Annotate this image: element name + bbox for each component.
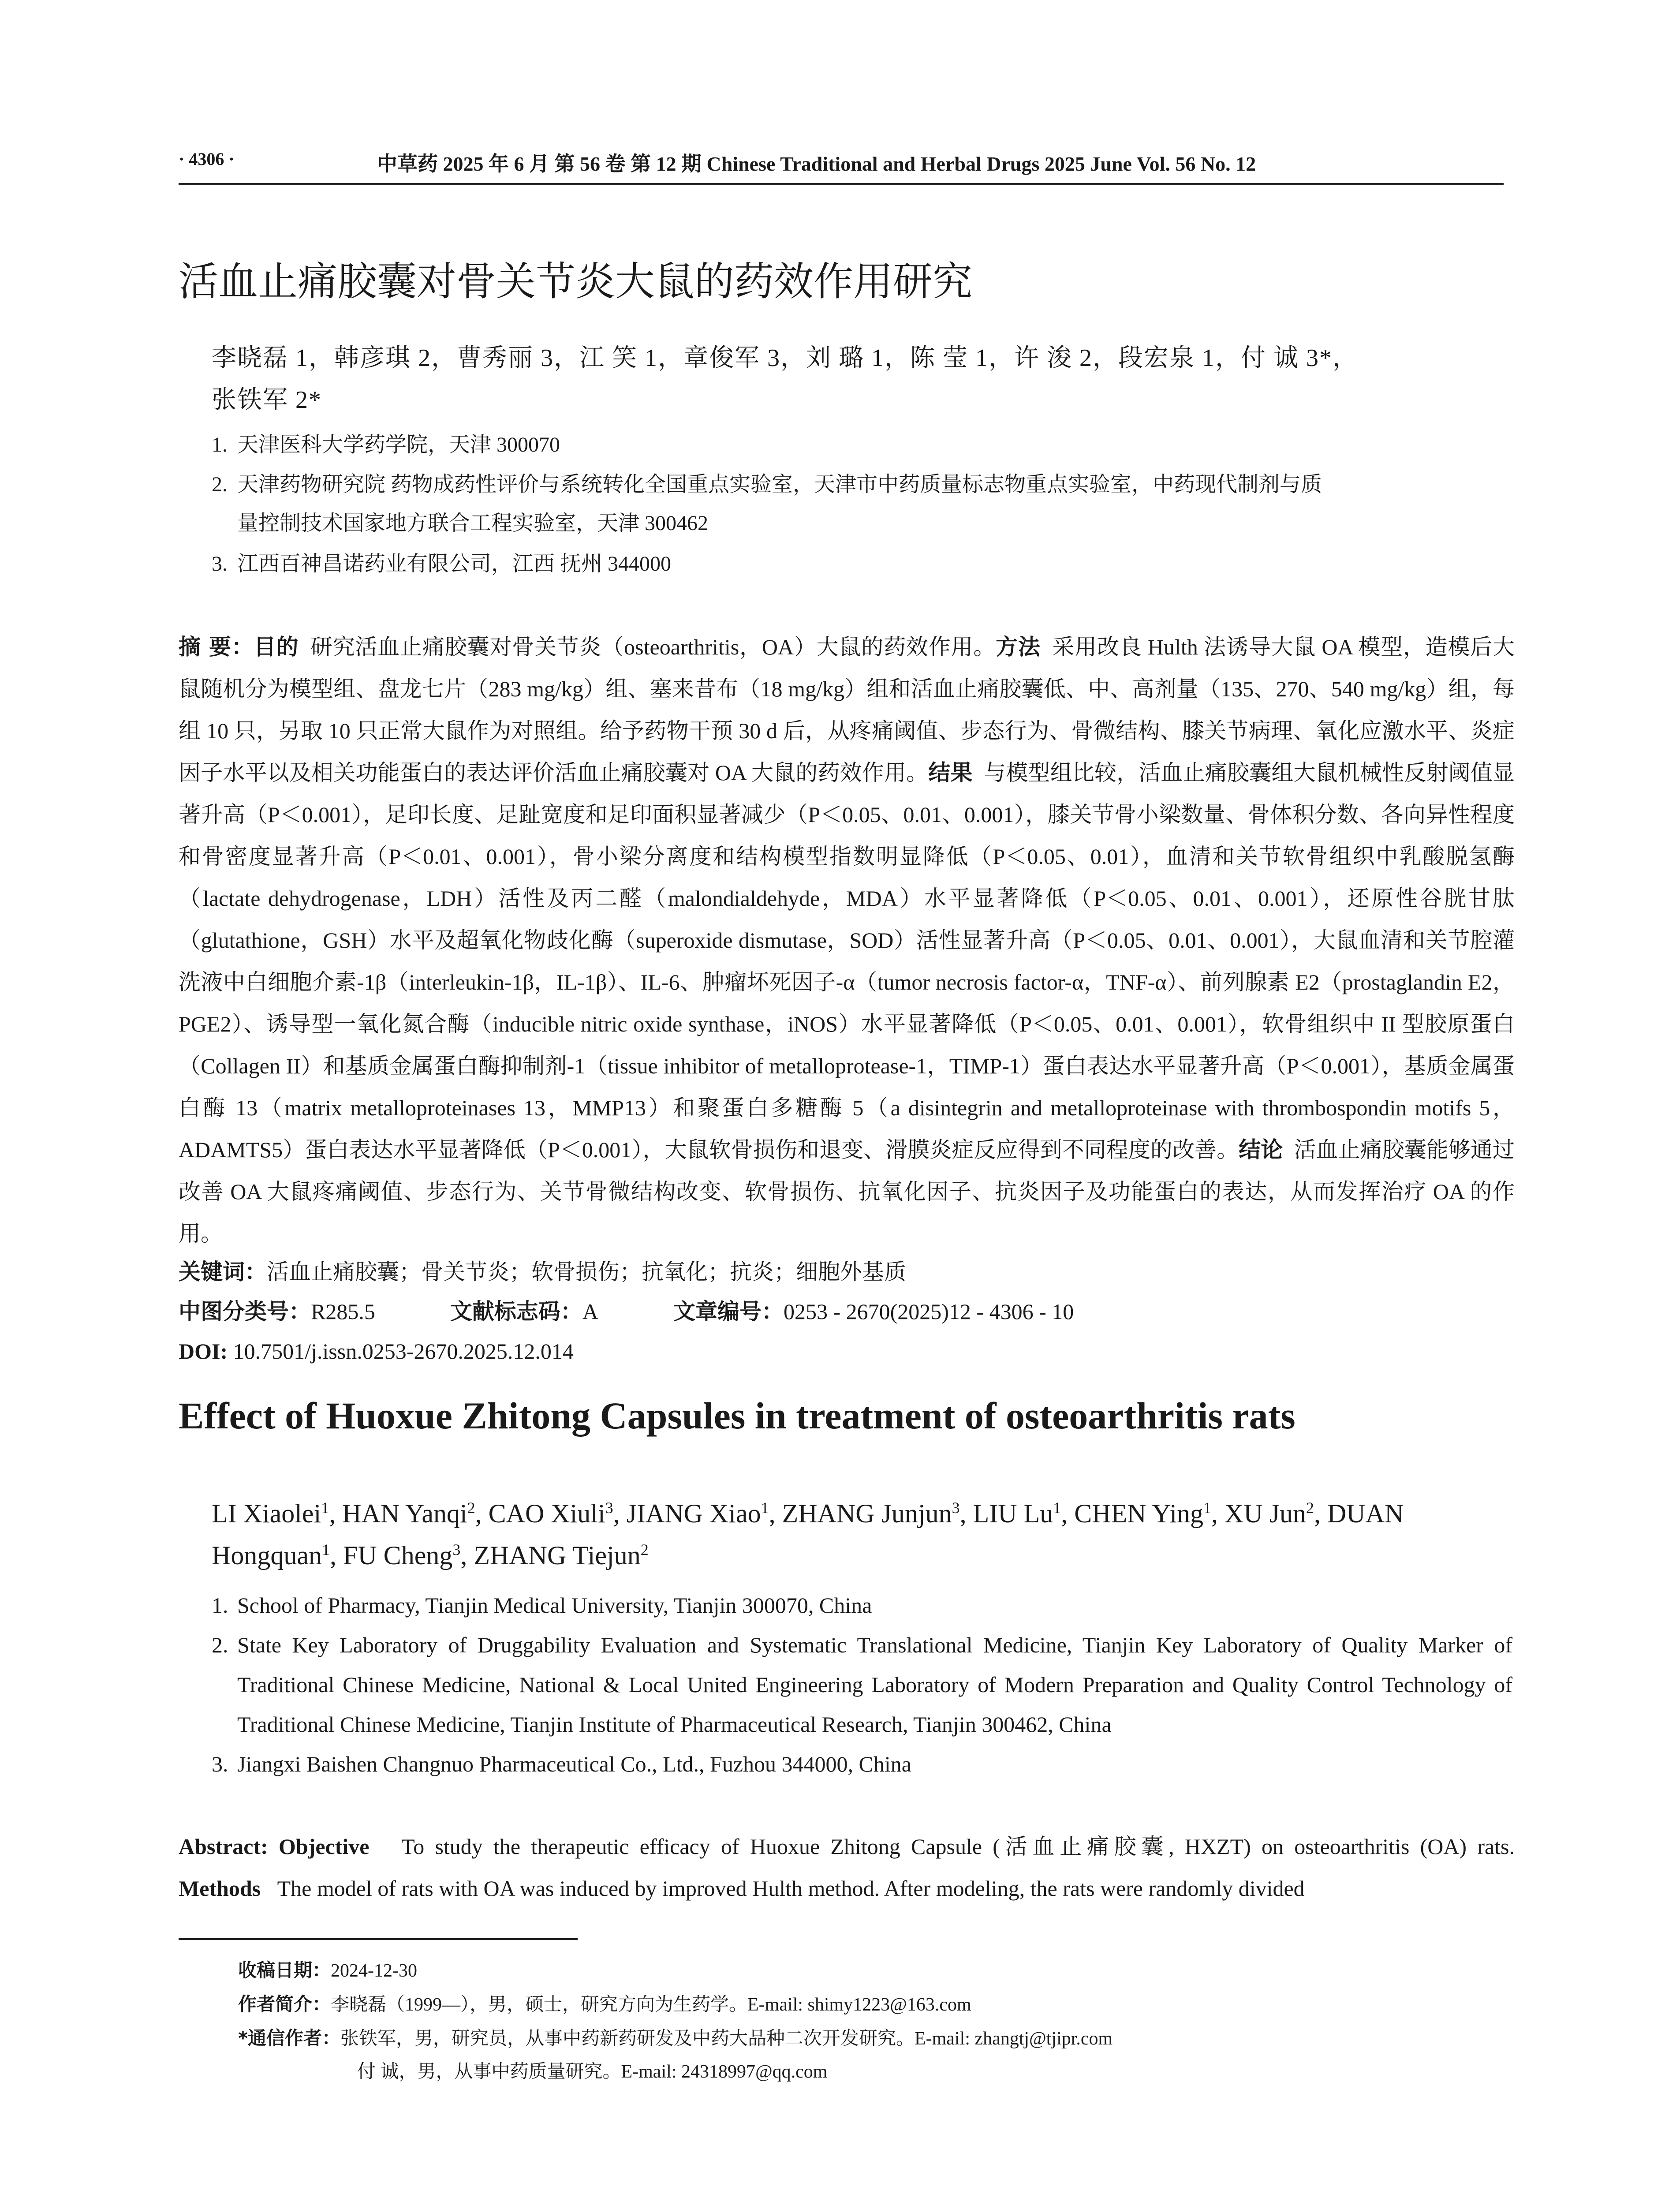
document-code: A: [582, 1299, 598, 1324]
chinese-authors-line2: 张铁军 2*: [212, 386, 322, 414]
conclusion-label: 结论: [1239, 1137, 1283, 1162]
en-methods-text: The model of rats with OA was induced by improved Hulth method. After modeling, the rats were randomly divided: [277, 1876, 1305, 1901]
en-abstract-label: Abstract:: [179, 1834, 268, 1859]
chinese-affiliation-2: 2. 天津药物研究院 药物成药性评价与系统转化全国重点实验室，天津市中药质量标志物重点实验室，中药现代制剂与质 量控制技术国家地方联合工程实验室，天津 300462: [212, 473, 1322, 535]
classification-row: 中图分类号：R285.5 文献标志码：A 文章编号：0253 - 2670(2025)12 - 4306 - 10: [179, 1299, 1074, 1324]
doi-link[interactable]: 10.7501/j.issn.0253-2670.2025.12.014: [233, 1339, 574, 1364]
english-abstract: [179, 1826, 1515, 1910]
objective-text: 研究活血止痛胶囊对骨关节炎（osteoarthritis，OA）大鼠的药效作用。: [310, 635, 996, 659]
chinese-abstract: [179, 626, 1515, 1255]
chinese-title: 活血止痛胶囊对骨关节炎大鼠的药效作用研究: [179, 258, 972, 305]
english-authors-line2: Hongquan$^1$, FU Cheng$^3$, ZHANG Tiejun$^2$: [212, 1541, 649, 1570]
page-number: · 4306 ·: [179, 149, 235, 169]
results-label: 结果: [928, 760, 973, 785]
english-authors: [212, 1493, 1512, 1577]
english-authors-line1: LI Xiaolei$^1$, HAN Yanqi$^2$, CAO Xiuli$^3$, JIANG Xiao$^1$, ZHANG Junjun$^3$, LIU Lu$^1$, CHEN Ying$^1$, XU Jun$^2$, DUAN: [212, 1499, 1404, 1528]
methods-text: 采用改良 Hulth 法诱导大鼠 OA 模型，造模后大鼠随机分为模型组、盘龙七片（283 mg/kg）组、塞来昔布（18 mg/kg）组和活血止痛胶囊低、中、高剂量（135、270、540 mg/kg）组，每组 10 只，另取 10 只正常大鼠作为对照组。给予药物干预 30 d 后，从疼痛阈值、步态行为、骨微结构、膝关节病理、氧化应激水平、炎症因子水平以及相关功能蛋白的表达评价活血止痛胶囊对 OA 大鼠的药效作用。: [179, 635, 1515, 785]
en-objective-text: To study the therapeutic efficacy of Huoxue Zhitong Capsule (活血止痛胶囊, HXZT) on osteoarthritis (OA) rats.: [401, 1834, 1515, 1859]
abstract-label: 摘 要：: [179, 634, 254, 660]
corresponding-author-1: *通信作者：张铁军，男，研究员，从事中药新药研发及中药大品种二次开发研究。E-mail: zhangtj@tjipr.com: [238, 2027, 1113, 2049]
doi-row: DOI: 10.7501/j.issn.0253-2670.2025.12.014: [179, 1339, 574, 1364]
clc-number: R285.5: [311, 1299, 375, 1324]
english-affiliation-1: 1. School of Pharmacy, Tianjin Medical University, Tianjin 300070, China: [212, 1593, 872, 1618]
footnote-divider: [179, 1938, 578, 1940]
en-objective-label: Objective: [278, 1834, 370, 1859]
journal-info: 中草药 2025 年 6 月 第 56 卷 第 12 期 Chinese Traditional and Herbal Drugs 2025 June Vol. 56 No. 12: [377, 153, 1256, 175]
chinese-affiliation-3: 3. 江西百神昌诺药业有限公司，江西 抚州 344000: [212, 552, 672, 576]
conclusion-text: 活血止痛胶囊能够通过改善 OA 大鼠疼痛阈值、步态行为、关节骨微结构改变、软骨损伤、抗氧化因子、抗炎因子及功能蛋白的表达，从而发挥治疗 OA 的作用。: [179, 1137, 1515, 1246]
article-number: 0253 - 2670(2025)12 - 4306 - 10: [783, 1299, 1074, 1324]
methods-label: 方法: [996, 634, 1041, 660]
english-affiliation-2: 2. State Key Laboratory of Druggability Evaluation and Systematic Translational Medicine, Tianjin Key Laboratory of Quality Marker of Traditional Chinese Medicine, National & Local United Engineering Laboratory of Modern Preparation and Quality Control Technology of Traditional Chinese Medicine, Tianjin Institute of Pharmaceutical Research, Tianjin 300462, China: [212, 1633, 1512, 1737]
author-bio: 作者简介：李晓磊（1999—），男，硕士，研究方向为生药学。E-mail: shimy1223@163.com: [238, 1993, 971, 2015]
running-header: [179, 143, 1504, 185]
english-title: Effect of Huoxue Zhitong Capsules in treatment of osteoarthritis rats: [179, 1394, 1295, 1437]
chinese-authors-line1: 李晓磊 1，韩彦琪 2，曹秀丽 3，江 笑 1，章俊军 3，刘 璐 1，陈 莹 1，许 浚 2，段宏泉 1，付 诚 3*，: [212, 344, 1358, 372]
chinese-affiliation-1: 1. 天津医科大学药学院，天津 300070: [212, 433, 560, 456]
objective-label: 目的: [254, 634, 299, 660]
corresponding-author-2: 付 诚，男，从事中药质量研究。E-mail: 24318997@qq.com: [357, 2062, 828, 2082]
en-methods-label: Methods: [179, 1876, 261, 1901]
results-text: 与模型组比较，活血止痛胶囊组大鼠机械性反射阈值显著升高（P＜0.001），足印长度、足趾宽度和足印面积显著减少（P＜0.05、0.01、0.001），膝关节骨小梁数量、骨体积分数、各向异性程度和骨密度显著升高（P＜0.01、0.001），骨小梁分离度和结构模型指数明显降低（P＜0.05、0.01），血清和关节软骨组织中乳酸脱氢酶（lactate dehydrogenase，LDH）活性及丙二醛（malondialdehyde，MDA）水平显著降低（P＜0.05、0.01、0.001），还原性谷胱甘肽（glutathione，GSH）水平及超氧化物歧化酶（superoxide dismutase，SOD）活性显著升高（P＜0.05、0.01、0.001），大鼠血清和关节腔灌洗液中白细胞介素-1β（interleukin-1β，IL-1β）、IL-6、肿瘤坏死因子-α（tumor necrosis factor-α，TNF-α）、前列腺素 E2（prostaglandin E2，PGE2）、诱导型一氧化氮合酶（inducible nitric oxide synthase，iNOS）水平显著降低（P＜0.05、0.01、0.001），软骨组织中 II 型胶原蛋白（Collagen II）和基质金属蛋白酶抑制剂-1（tissue inhibitor of metalloprotease-1，TIMP-1）蛋白表达水平显著升高（P＜0.001），基质金属蛋白酶 13（matrix metalloproteinases 13，MMP13）和聚蛋白多糖酶 5（a disintegrin and metalloproteinase with thrombospondin motifs 5，ADAMTS5）蛋白表达水平显著降低（P＜0.001），大鼠软骨损伤和退变、滑膜炎症反应得到不同程度的改善。: [179, 760, 1515, 1162]
keywords: 活血止痛胶囊；骨关节炎；软骨损伤；抗氧化；抗炎；细胞外基质: [267, 1259, 906, 1284]
footnotes: [238, 1954, 1517, 2089]
received-date: 收稿日期：2024-12-30: [238, 1959, 417, 1981]
keywords-row: 关键词：活血止痛胶囊；骨关节炎；软骨损伤；抗氧化；抗炎；细胞外基质: [179, 1259, 906, 1285]
english-affiliation-3: 3. Jiangxi Baishen Changnuo Pharmaceutical Co., Ltd., Fuzhou 344000, China: [212, 1752, 911, 1776]
chinese-authors: [212, 337, 1512, 421]
